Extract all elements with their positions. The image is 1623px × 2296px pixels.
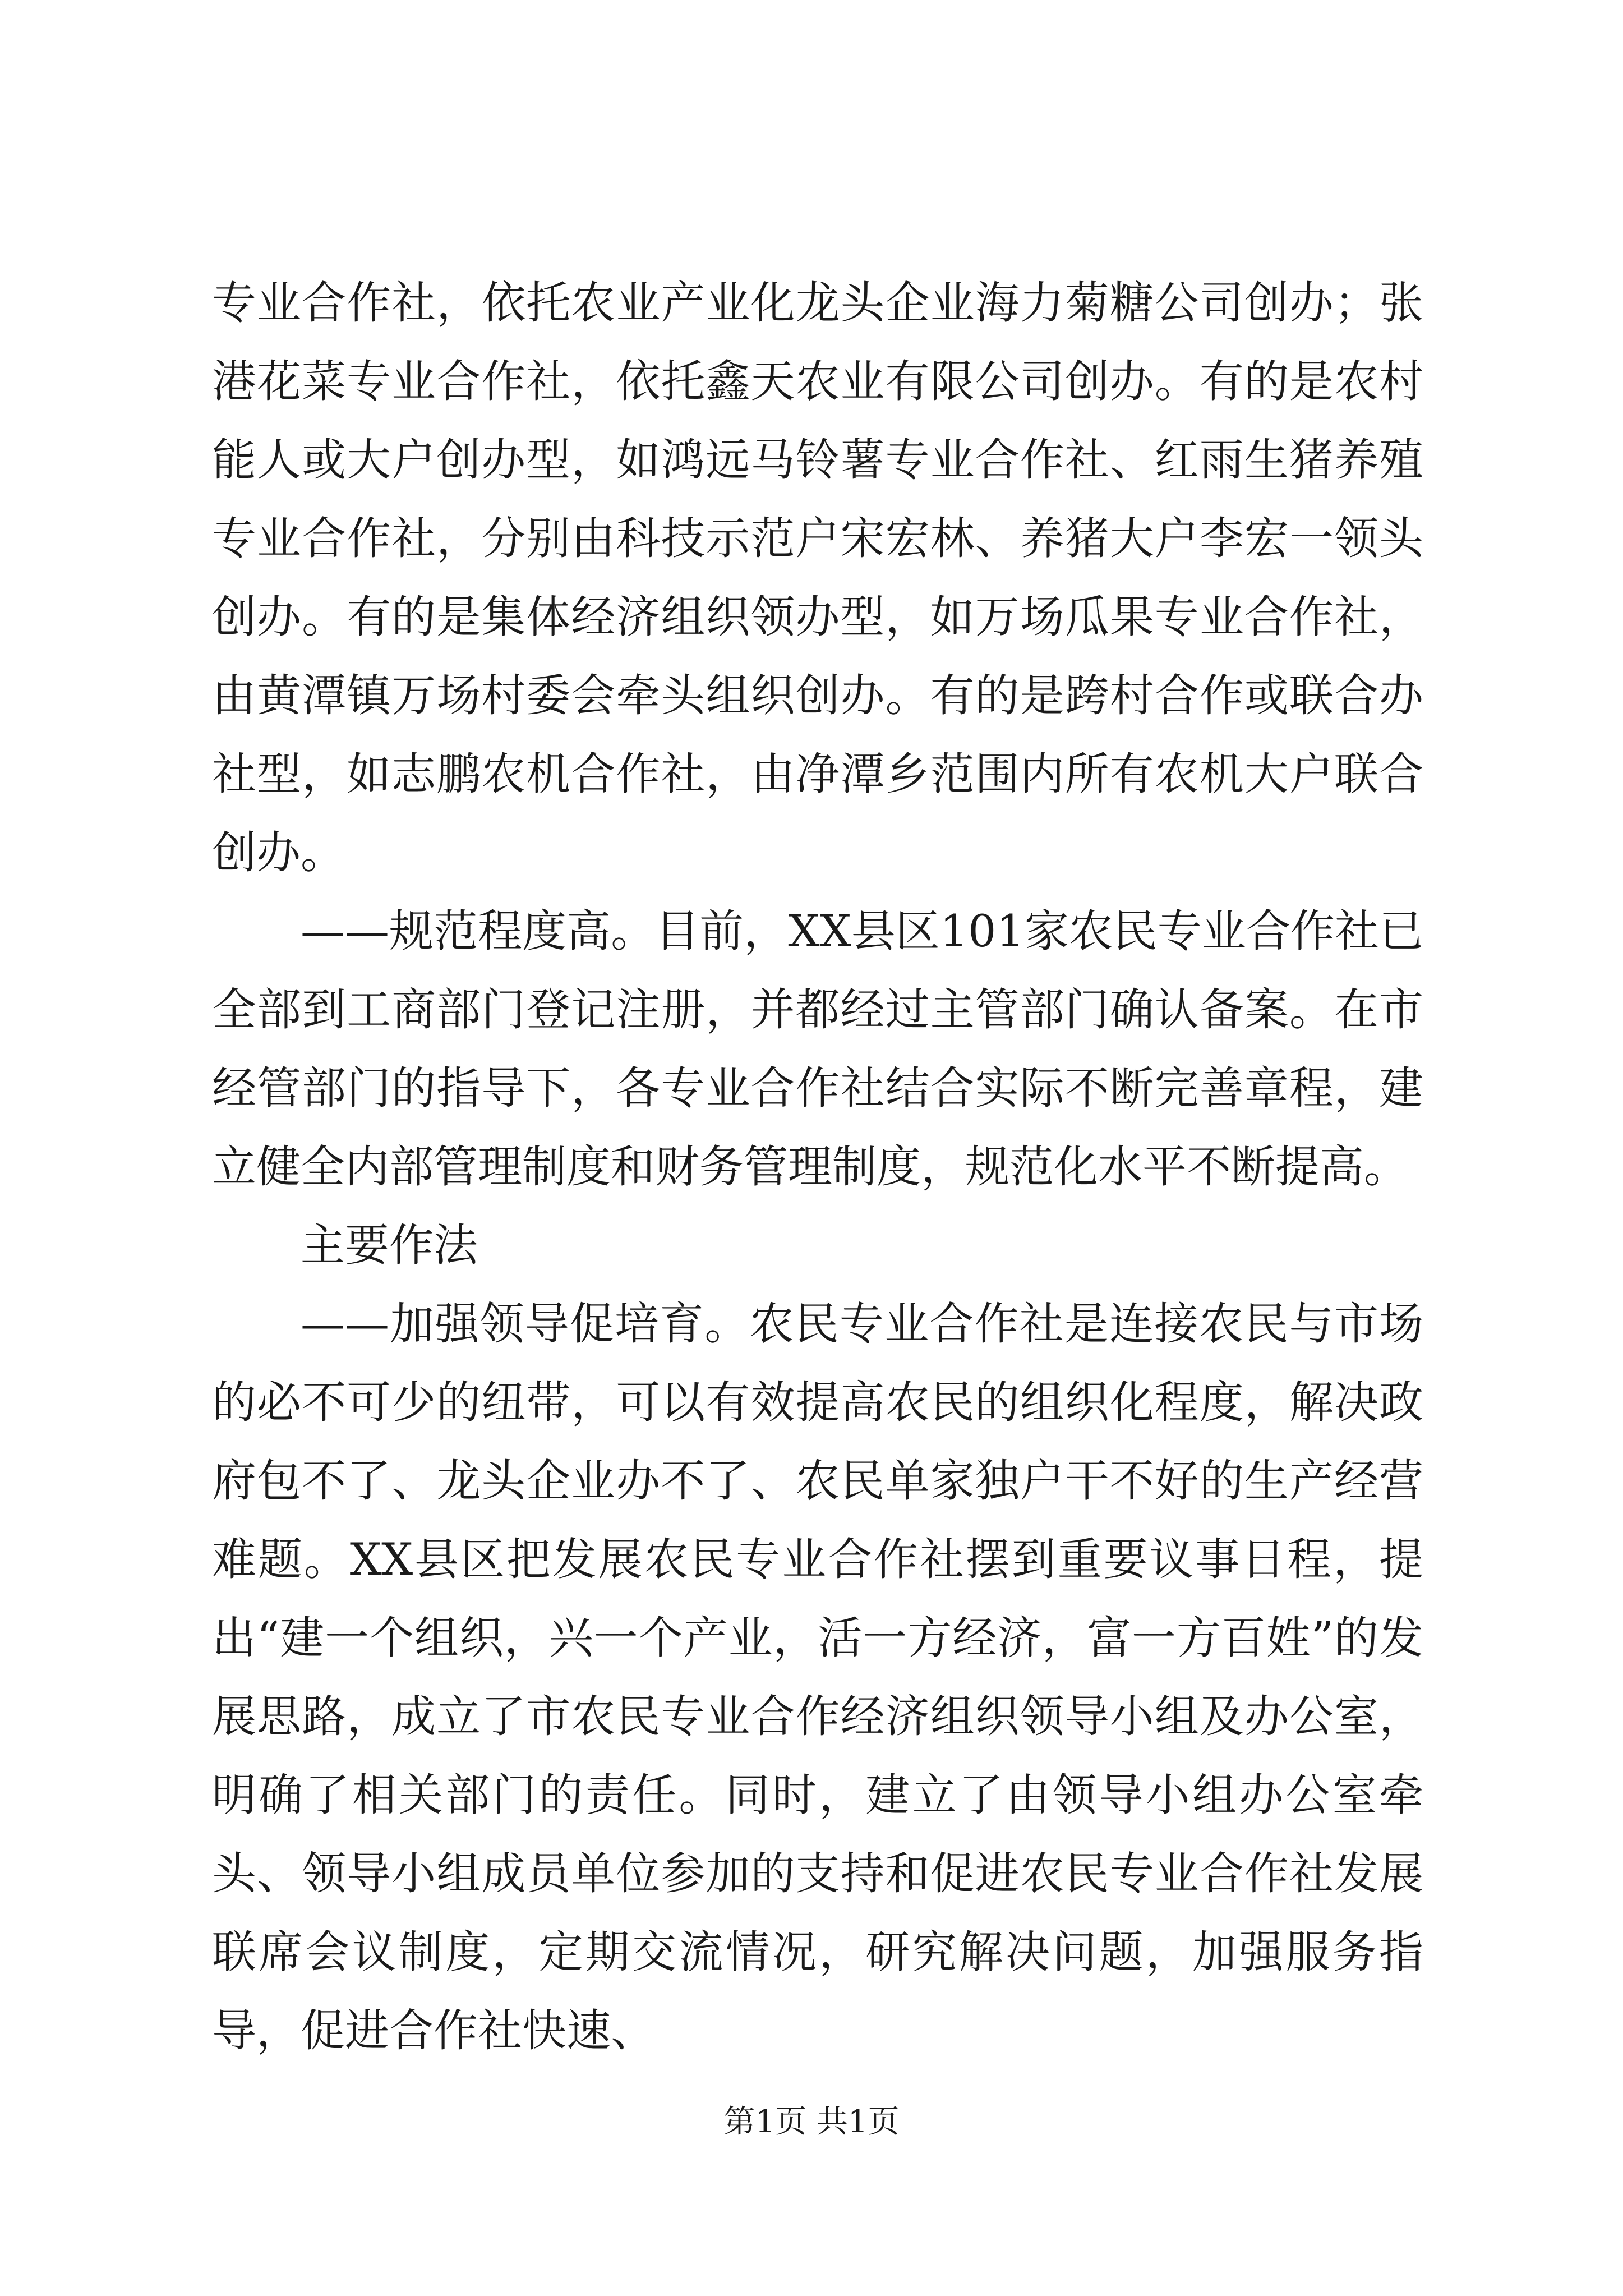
page-footer: 第1页 共1页 <box>723 2104 900 2140</box>
paragraph-standardization: ——规范程度高。目前，XX县区101家农民专业合作社已全部到工商部门登记注册，并都经过主管部门确认备案。在市经管部门的指导下，各专业合作社结合实际不断完善章程，建立健全内部管理制度和财务管理制度，规范化水平不断提高。 <box>212 905 1423 1193</box>
section-heading-main-practices: 主要作法 <box>301 1220 478 1271</box>
paragraph-cooperative-types: 专业合作社，依托农业产业化龙头企业海力菊糖公司创办；张港花菜专业合作社，依托鑫天农业有限公司创办。有的是农村能人或大户创办型，如鸿远马铃薯专业合作社、红雨生猪养殖专业合作社，分别由科技示范户宋宏林、养猪大户李宏一领头创办。有的是集体经济组织领办型，如万场瓜果专业合作社，由黄潭镇万场村委会牵头组织创办。有的是跨村合作或联合办社型，如志鹏农机合作社，由净潭乡范围内所有农机大户联合创办。 <box>212 277 1423 878</box>
paragraph-leadership: ——加强领导促培育。农民专业合作社是连接农民与市场的必不可少的纽带，可以有效提高农民的组织化程度，解决政府包不了、龙头企业办不了、农民单家独户干不好的生产经营难题。XX县区把发展农民专业合作社摆到重要议事日程，提出“建一个组织，兴一个产业，活一方经济，富一方百姓”的发展思路，成立了市农民专业合作经济组织领导小组及办公室，明确了相关部门的责任。同时，建立了由领导小组办公室牵头、领导小组成员单位参加的支持和促进农民专业合作社发展联席会议制度，定期交流情况，研究解决问题，加强服务指导，促进合作社快速、 <box>212 1298 1423 2056</box>
document-body <box>212 264 1423 2070</box>
